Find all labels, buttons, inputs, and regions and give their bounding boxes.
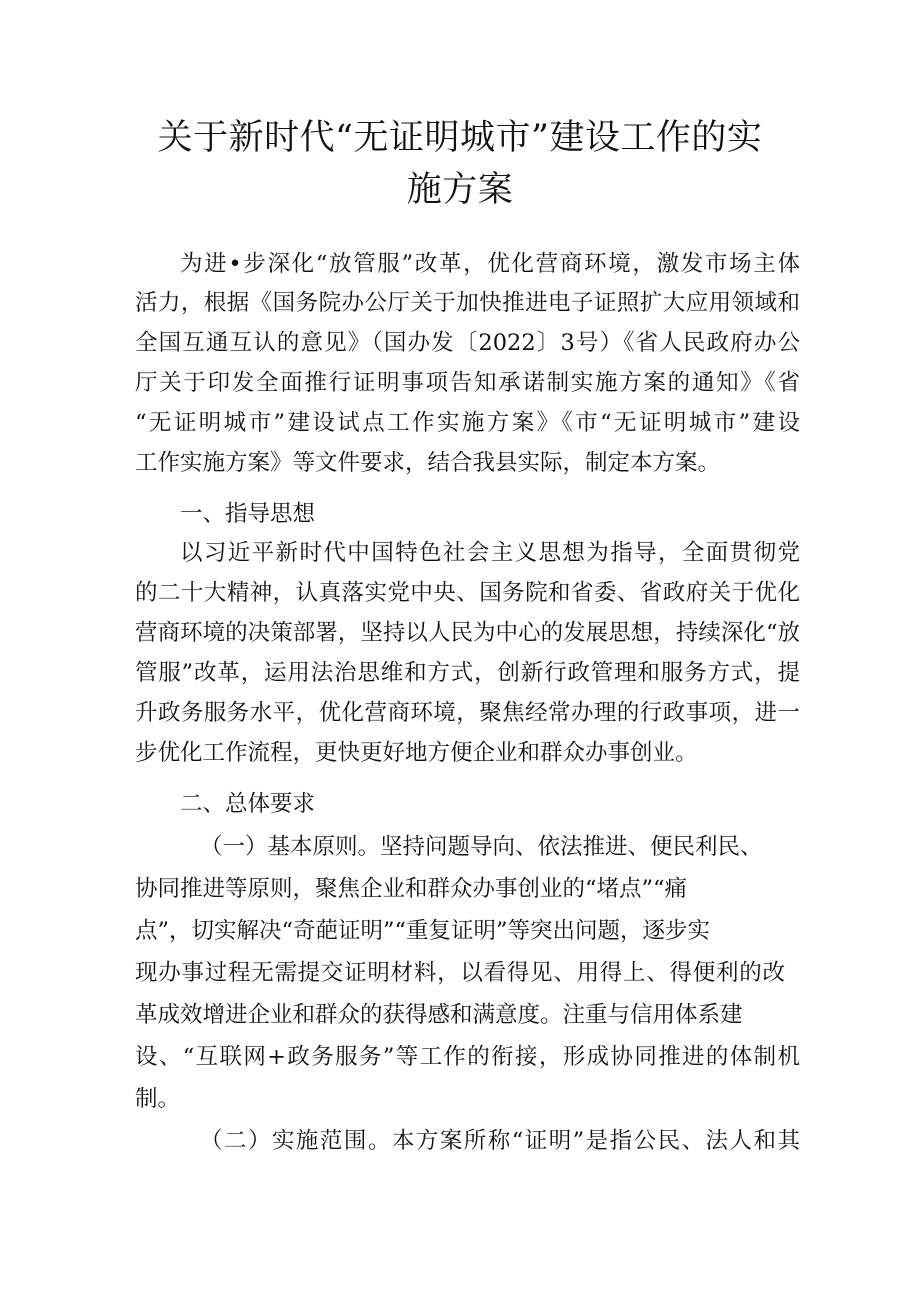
paragraph-line: （一）基本原则。坚持问题导向、依法推进、便民利民、 (200, 834, 763, 860)
paragraph-line: 制。 (135, 1086, 181, 1112)
paragraph-line: 革成效增进企业和群众的获得感和满意度。注重与信用体系建 (135, 1002, 743, 1028)
paragraph-line: 全国互通互认的意见》（国办发〔2022〕3号）《省人民政府办公 (135, 330, 800, 356)
paragraph-line: 营商环境的决策部署，坚持以人民为中心的发展思想，持续深化“放 (135, 620, 800, 646)
paragraph-line: 步优化工作流程，更快更好地方便企业和群众办事创业。 (135, 740, 698, 766)
paragraph-line: 点”，切实解决“奇葩证明”“重复证明”等突出问题，逐步实 (135, 918, 711, 944)
title-line-2: 施方案 (406, 170, 514, 210)
paragraph-line: 工作实施方案》等文件要求，结合我县实际，制定本方案。 (135, 450, 721, 476)
paragraph-line: 现办事过程无需提交证明材料，以看得见、用得上、得便利的改 (135, 960, 785, 986)
title-line-1: 关于新时代“无证明城市”建设工作的实 (157, 118, 763, 158)
paragraph-line: 协同推进等原则，聚焦企业和群众办事创业的“堵点”“痛 (135, 876, 688, 902)
paragraph-line: 的二十大精神，认真落实党中央、国务院和省委、省政府关于优化 (135, 580, 800, 606)
paragraph-line: 设、“互联网+政务服务”等工作的衔接，形成协同推进的体制机 (135, 1044, 800, 1070)
paragraph-line: 管服”改革，运用法治思维和方式，创新行政管理和服务方式，提 (135, 660, 800, 686)
paragraph-line: （二）实施范围。本方案所称“证明”是指公民、法人和其 (200, 1128, 800, 1154)
paragraph-line: 升政务服务水平，优化营商环境，聚焦经常办理的行政事项，进一 (135, 700, 800, 726)
paragraph-line: 为进•步深化“放管服”改革，优化营商环境，激发市场主体 (180, 251, 800, 277)
paragraph-line: “无证明城市”建设试点工作实施方案》《市“无证明城市”建设 (135, 410, 800, 436)
section-heading: 二、总体要求 (180, 791, 316, 817)
paragraph-line: 活力，根据《国务院办公厅关于加快推进电子证照扩大应用领域和 (135, 290, 800, 316)
document-title (110, 112, 810, 216)
section-heading: 一、指导思想 (180, 501, 316, 527)
paragraph-line: 厅关于印发全面推行证明事项告知承诺制实施方案的通知》《省 (135, 370, 800, 396)
paragraph-line: 以习近平新时代中国特色社会主义思想为指导，全面贯彻党 (180, 540, 800, 566)
